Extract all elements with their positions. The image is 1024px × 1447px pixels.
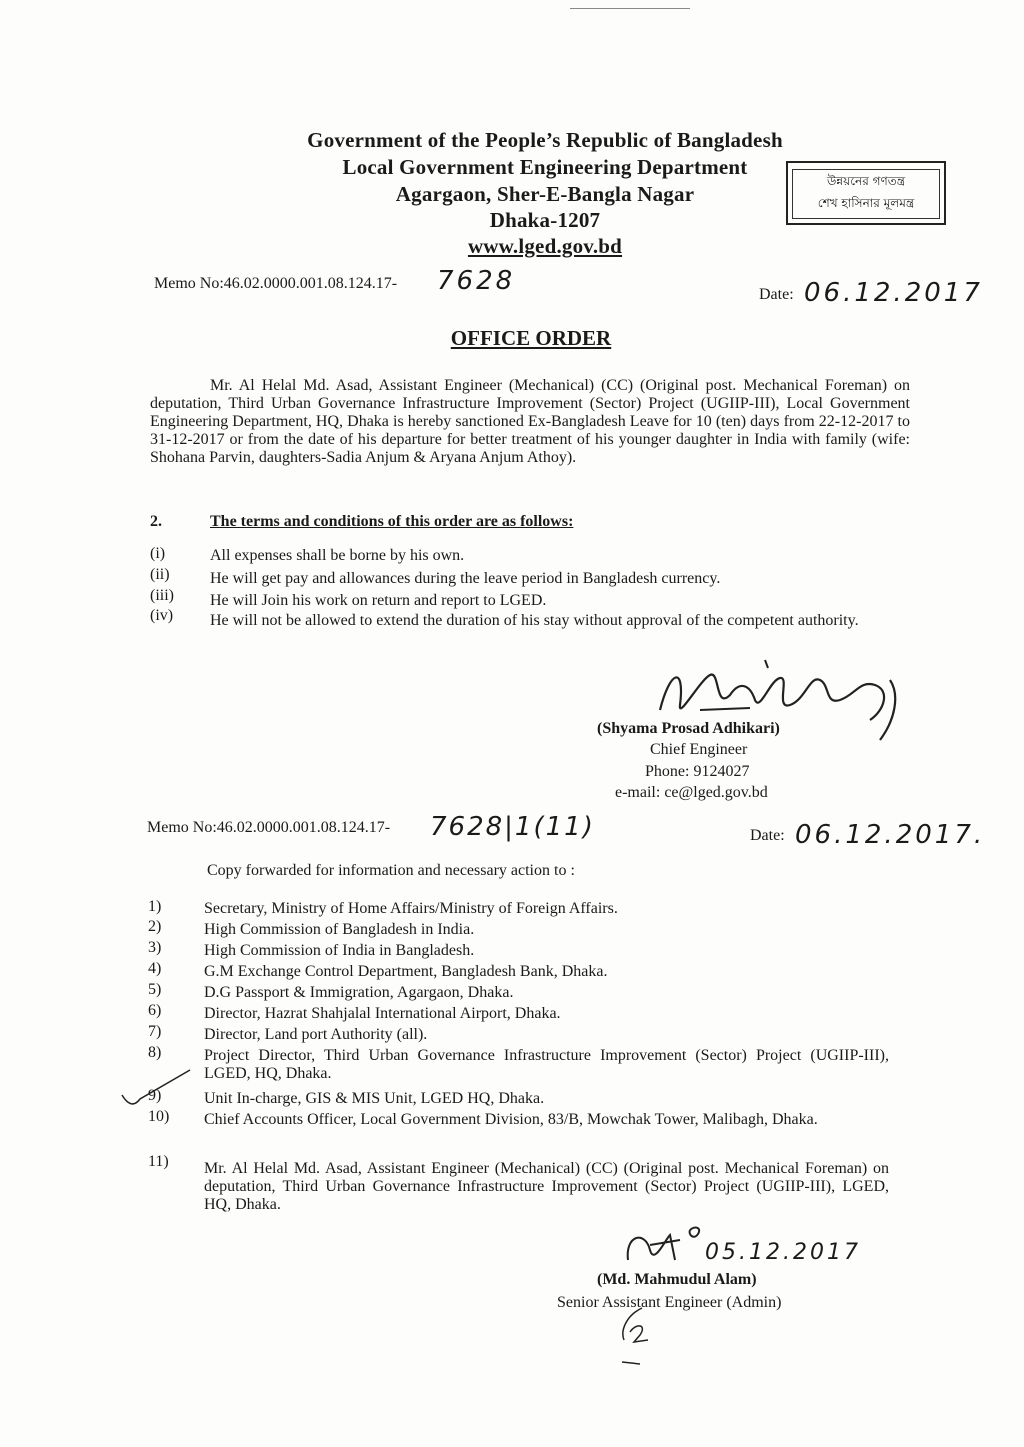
copy-recipient: Mr. Al Helal Md. Asad, Assistant Engineer (Mechanical) (CC) (Original post. Mechanical Foreman) on deputation, Third Urban Governance Infrastructure Improvement (Sector) Project (UGIIP-III), LGED, HQ, Dhaka.: [204, 1160, 889, 1213]
copy-recipient: High Commission of Bangladesh in India.: [204, 921, 475, 938]
header-line-1: Government of the People’s Republic of Bangladesh: [307, 128, 783, 152]
signatory-1-name: (Shyama Prosad Adhikari): [597, 720, 780, 737]
copy-number: 10): [148, 1108, 170, 1125]
page-title: OFFICE ORDER: [450, 326, 612, 350]
term-number: (ii): [150, 566, 170, 583]
copy-recipient: Unit In-charge, GIS & MIS Unit, LGED HQ, Dhaka.: [204, 1090, 545, 1107]
header-website[interactable]: www.lged.gov.bd: [467, 234, 623, 258]
copy-recipient: Director, Land port Authority (all).: [204, 1026, 428, 1043]
top-scan-line: [570, 8, 690, 9]
term-text: He will not be allowed to extend the duration of his stay without approval of the competent authority.: [210, 612, 859, 629]
memo-2-number: 7628|1(11): [430, 812, 595, 842]
memo-2-date-label: Date:: [750, 827, 785, 844]
copy-number: 7): [148, 1023, 162, 1040]
copy-number: 1): [148, 898, 162, 915]
memo-1-number: 7628: [437, 266, 516, 296]
copy-recipient: D.G Passport & Immigration, Agargaon, Dhaka.: [204, 984, 514, 1001]
signatory-2-designation: Senior Assistant Engineer (Admin): [557, 1294, 782, 1311]
copy-number: 11): [148, 1153, 169, 1170]
signatory-1-designation: Chief Engineer: [650, 741, 748, 758]
terms-number: 2.: [150, 513, 162, 530]
copy-number: 2): [148, 918, 162, 935]
copy-number: 6): [148, 1002, 162, 1019]
memo-1-date: 06.12.2017: [804, 278, 983, 308]
copy-number: 9): [148, 1087, 162, 1104]
header-line-2: Local Government Engineering Department: [342, 155, 748, 179]
signatory-1-phone: Phone: 9124027: [645, 763, 750, 780]
copy-number: 5): [148, 981, 162, 998]
copy-number: 8): [148, 1044, 162, 1061]
term-number: (iii): [150, 587, 174, 604]
copy-recipient: Chief Accounts Officer, Local Government Division, 83/B, Mowchak Tower, Malibagh, Dhaka.: [204, 1111, 818, 1128]
signatory-1-email[interactable]: e-mail: ce@lged.gov.bd: [615, 784, 768, 801]
term-number: (i): [150, 545, 166, 562]
memo-2-date: 06.12.2017.: [795, 820, 986, 850]
signatory-2-date: 05.12.2017: [705, 1240, 861, 1265]
memo-2-prefix: Memo No:46.02.0000.001.08.124.17-: [147, 819, 391, 836]
terms-heading: The terms and conditions of this order are as follows:: [210, 513, 574, 530]
copy-recipient: Project Director, Third Urban Governance Infrastructure Improvement (Sector) Project (UGIIP-III), LGED, HQ, Dhaka.: [204, 1047, 889, 1082]
term-number: (iv): [150, 607, 174, 624]
memo-1-prefix: Memo No:46.02.0000.001.08.124.17-: [154, 275, 398, 292]
handwritten-tick-mark: [120, 1065, 200, 1110]
copy-number: 4): [148, 960, 162, 977]
copy-number: 3): [148, 939, 162, 956]
order-body: Mr. Al Helal Md. Asad, Assistant Engineer (Mechanical) (CC) (Original post. Mechanical Foreman) on deputation, Third Urban Governance Infrastructure Improvement (Sector) Project (UGIIP-III), Local Government Engineering Department, HQ, Dhaka is hereby sanctioned Ex-Bangladesh Leave for 10 (ten) days from 22-12-2017 to 31-12-2017 or from the date of his departure for better treatment of his younger daughter in India with family (wife: Shohana Parvin, daughters-Sadia Anjum & Aryana Anjum Athoy).: [150, 377, 910, 466]
copy-recipient: High Commission of India in Bangladesh.: [204, 942, 475, 959]
header-line-3: Agargaon, Sher-E-Bangla Nagar: [395, 182, 695, 206]
copy-intro: Copy forwarded for information and necessary action to :: [207, 862, 575, 879]
copy-recipient: Director, Hazrat Shahjalal International Airport, Dhaka.: [204, 1005, 561, 1022]
stamp-line-1: উন্নয়নের গণতন্ত্র: [826, 174, 906, 188]
memo-1-date-label: Date:: [759, 286, 794, 303]
term-text: All expenses shall be borne by his own.: [210, 547, 465, 564]
signatory-2-name: (Md. Mahmudul Alam): [597, 1271, 757, 1288]
slogan-stamp: [786, 161, 946, 225]
header-line-4: Dhaka-1207: [489, 208, 601, 232]
initial-mark: [612, 1300, 662, 1370]
stamp-line-2: শেখ হাসিনার মূলমন্ত্র: [817, 196, 915, 210]
copy-recipient: Secretary, Ministry of Home Affairs/Ministry of Foreign Affairs.: [204, 900, 618, 917]
signature-senior-assistant-engineer: [620, 1220, 710, 1270]
term-text: He will Join his work on return and report to LGED.: [210, 592, 547, 609]
copy-recipient: G.M Exchange Control Department, Bangladesh Bank, Dhaka.: [204, 963, 608, 980]
term-text: He will get pay and allowances during the leave period in Bangladesh currency.: [210, 570, 721, 587]
